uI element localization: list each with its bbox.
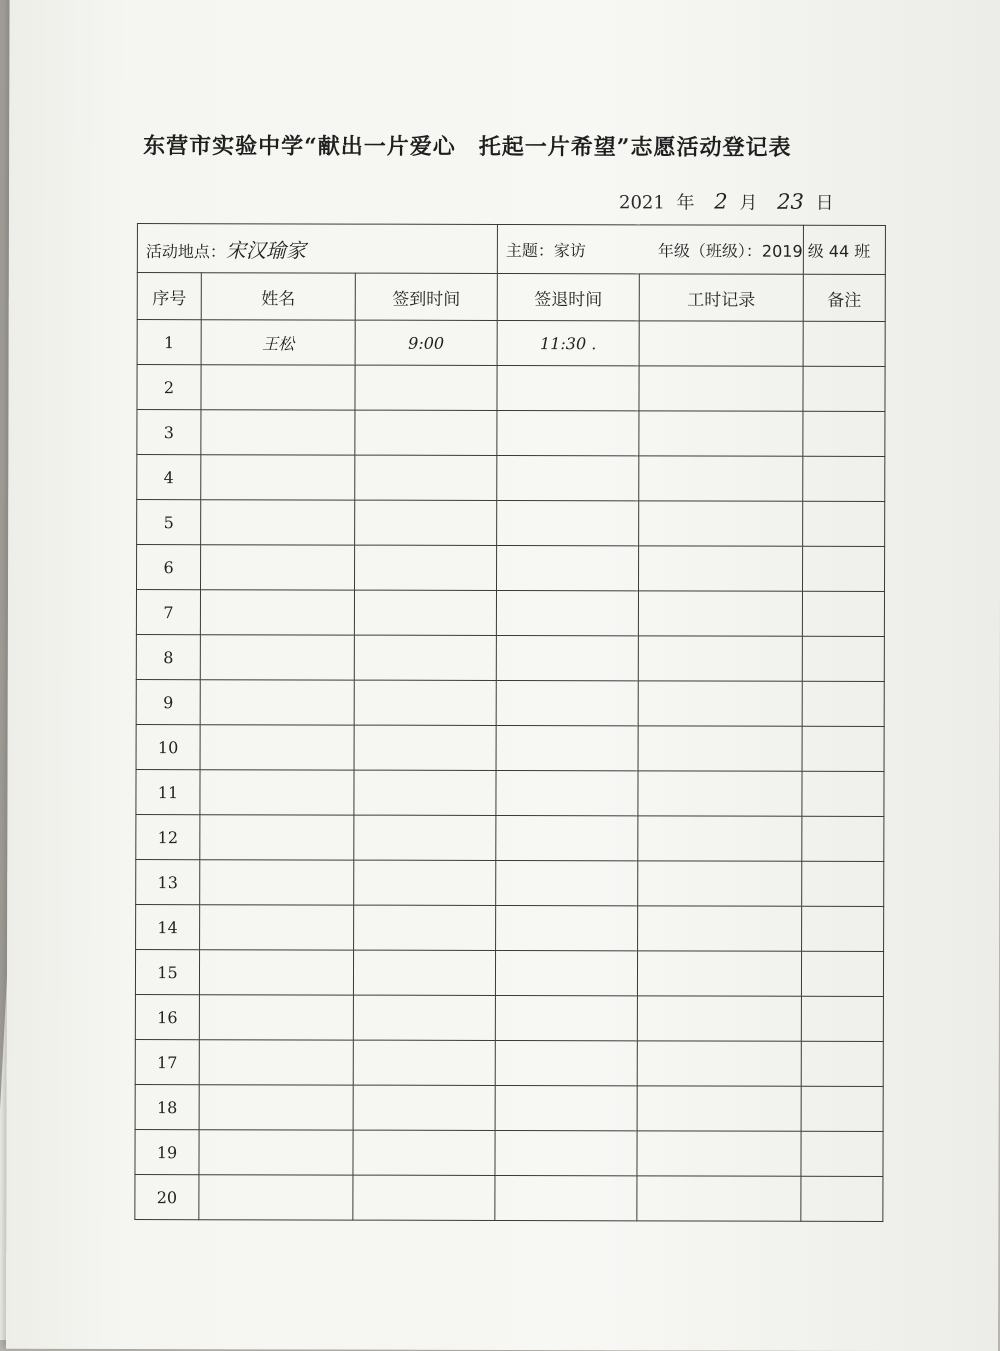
- row-hours[interactable]: [637, 1041, 801, 1086]
- row-hours[interactable]: [638, 636, 802, 681]
- row-name[interactable]: [200, 590, 354, 635]
- row-sign-out[interactable]: [497, 365, 639, 410]
- row-number: 17: [135, 1040, 199, 1085]
- row-sign-out[interactable]: [496, 770, 638, 815]
- row-name[interactable]: [199, 1040, 353, 1085]
- row-sign-in[interactable]: [354, 635, 496, 680]
- table-row: [135, 1130, 883, 1177]
- table-row: [135, 1085, 883, 1132]
- row-number: 20: [135, 1175, 199, 1220]
- date-day-unit: 日: [815, 192, 834, 214]
- row-note[interactable]: [802, 591, 884, 636]
- row-name[interactable]: [200, 860, 354, 905]
- row-name[interactable]: [201, 500, 355, 545]
- header-hours: 工时记录: [639, 274, 803, 321]
- row-name[interactable]: [201, 455, 355, 500]
- row-note[interactable]: [803, 456, 885, 501]
- row-note[interactable]: [803, 321, 885, 366]
- grade-cell: [657, 225, 885, 274]
- table-row: [135, 995, 883, 1042]
- location-label: 活动地点：: [145, 241, 226, 261]
- table-row: [136, 545, 884, 592]
- row-hours[interactable]: [639, 411, 803, 456]
- row-number: 11: [136, 770, 200, 815]
- table-row: [137, 410, 885, 457]
- row-number: 3: [137, 410, 201, 455]
- form-date: [619, 188, 834, 215]
- row-note[interactable]: [802, 681, 884, 726]
- row-number: 4: [137, 455, 201, 500]
- table-row: [135, 1040, 883, 1087]
- row-note[interactable]: [801, 996, 883, 1041]
- row-sign-in[interactable]: [354, 860, 496, 905]
- row-note[interactable]: [803, 546, 885, 591]
- row-number: 16: [135, 995, 199, 1040]
- row-number: 7: [136, 590, 200, 635]
- row-sign-out[interactable]: [497, 455, 639, 500]
- date-day: 23: [777, 189, 804, 214]
- date-year: 2021: [618, 192, 665, 214]
- row-sign-in[interactable]: [355, 455, 497, 500]
- table-row: [136, 680, 884, 727]
- row-name[interactable]: [199, 995, 353, 1040]
- row-number: 14: [136, 905, 200, 950]
- table-row: [135, 950, 883, 997]
- row-hours[interactable]: [638, 816, 802, 861]
- row-name[interactable]: [200, 635, 354, 680]
- table-row: [137, 365, 885, 412]
- row-sign-in[interactable]: [353, 1175, 495, 1220]
- row-name[interactable]: [201, 365, 355, 410]
- row-name[interactable]: [199, 1175, 353, 1220]
- row-sign-out[interactable]: [495, 1130, 637, 1175]
- registration-table: [134, 223, 886, 1222]
- row-sign-out[interactable]: [495, 1040, 637, 1085]
- row-note[interactable]: [803, 366, 885, 411]
- row-name[interactable]: [199, 1085, 353, 1130]
- row-sign-in[interactable]: [353, 950, 495, 995]
- row-sign-out[interactable]: [495, 1085, 637, 1130]
- row-note[interactable]: [802, 771, 884, 816]
- row-name[interactable]: [201, 410, 355, 455]
- table-row: [136, 635, 884, 682]
- row-note[interactable]: [801, 1176, 883, 1221]
- row-sign-in[interactable]: [353, 1085, 495, 1130]
- table-row: [136, 725, 884, 772]
- row-sign-out[interactable]: [495, 995, 637, 1040]
- row-hours[interactable]: [638, 771, 802, 816]
- row-hours[interactable]: [638, 906, 802, 951]
- header-sign-in: 签到时间: [355, 273, 497, 320]
- table-row: [137, 320, 885, 367]
- row-name[interactable]: [200, 905, 354, 950]
- row-sign-in[interactable]: 9:00: [355, 320, 497, 365]
- row-sign-out[interactable]: [497, 500, 639, 545]
- row-note[interactable]: [802, 906, 884, 951]
- row-name[interactable]: [200, 770, 354, 815]
- row-sign-out[interactable]: [497, 545, 639, 590]
- row-hours[interactable]: [639, 546, 803, 591]
- header-note: 备注: [803, 274, 885, 321]
- row-note[interactable]: [803, 411, 885, 456]
- row-sign-out[interactable]: [496, 815, 638, 860]
- row-name[interactable]: [199, 950, 353, 995]
- date-month: 2: [714, 189, 728, 214]
- row-hours[interactable]: [637, 996, 801, 1041]
- row-number: 10: [136, 725, 200, 770]
- table-row: [136, 815, 884, 862]
- row-number: 12: [136, 815, 200, 860]
- row-sign-in[interactable]: [353, 995, 495, 1040]
- row-hours[interactable]: [637, 951, 801, 996]
- row-sign-in[interactable]: [354, 905, 496, 950]
- row-name[interactable]: [200, 680, 354, 725]
- row-sign-in[interactable]: [354, 725, 496, 770]
- row-number: 9: [136, 680, 200, 725]
- header-sign-out: 签退时间: [497, 273, 639, 320]
- row-number: 19: [135, 1130, 199, 1175]
- header-number: 序号: [137, 273, 201, 320]
- row-number: 8: [136, 635, 200, 680]
- row-sign-out[interactable]: [496, 680, 638, 725]
- row-hours[interactable]: [637, 1176, 801, 1221]
- row-number: 5: [137, 500, 201, 545]
- row-sign-out[interactable]: [495, 1175, 637, 1220]
- date-month-unit: 月: [739, 192, 758, 214]
- row-hours[interactable]: [639, 366, 803, 411]
- table-row: [136, 590, 884, 637]
- row-sign-out[interactable]: [496, 635, 638, 680]
- row-sign-in[interactable]: [355, 500, 497, 545]
- row-sign-out[interactable]: [496, 905, 638, 950]
- row-note[interactable]: [803, 501, 885, 546]
- row-sign-in[interactable]: [354, 815, 496, 860]
- row-name[interactable]: [200, 815, 354, 860]
- row-sign-out[interactable]: [495, 950, 637, 995]
- row-hours[interactable]: [639, 501, 803, 546]
- row-sign-in[interactable]: [355, 410, 497, 455]
- row-hours[interactable]: [638, 726, 802, 771]
- row-name[interactable]: [200, 725, 354, 770]
- row-number: 13: [136, 860, 200, 905]
- row-note[interactable]: [802, 861, 884, 906]
- theme-cell: 主题：家访: [497, 224, 803, 274]
- row-note[interactable]: [802, 816, 884, 861]
- row-sign-out[interactable]: [496, 725, 638, 770]
- row-hours[interactable]: [637, 1086, 801, 1131]
- header-row: [137, 273, 885, 322]
- row-hours[interactable]: [637, 1131, 801, 1176]
- row-hours[interactable]: [639, 321, 803, 366]
- table-row: [137, 500, 885, 547]
- row-sign-in[interactable]: [353, 1040, 495, 1085]
- location-value: 宋汉瑜家: [225, 237, 306, 262]
- table-row: [137, 455, 885, 502]
- row-hours[interactable]: [638, 681, 802, 726]
- table-row: [136, 860, 884, 907]
- row-sign-in[interactable]: [354, 590, 496, 635]
- row-hours[interactable]: [638, 861, 802, 906]
- row-sign-in[interactable]: [355, 365, 497, 410]
- row-note[interactable]: [802, 726, 884, 771]
- row-note[interactable]: [801, 1086, 883, 1131]
- grade-text: 年级（班级）：2019 级 44 班: [657, 240, 871, 261]
- date-year-unit: 年: [676, 192, 695, 214]
- table-row: [135, 1175, 883, 1222]
- row-sign-in[interactable]: [354, 770, 496, 815]
- row-number: 18: [135, 1085, 199, 1130]
- row-hours[interactable]: [639, 456, 803, 501]
- row-sign-in[interactable]: [353, 1130, 495, 1175]
- location-cell: [137, 224, 497, 274]
- row-sign-out[interactable]: [496, 860, 638, 905]
- form-title: 东营市实验中学“献出一片爱心 托起一片希望”志愿活动登记表: [143, 133, 792, 161]
- header-name: 姓名: [201, 273, 355, 320]
- row-note[interactable]: [801, 951, 883, 996]
- row-name[interactable]: [200, 545, 354, 590]
- row-sign-out[interactable]: 11:30 .: [497, 320, 639, 365]
- row-note[interactable]: [802, 636, 884, 681]
- row-name[interactable]: 王松: [201, 320, 355, 365]
- table-row: [136, 770, 884, 817]
- row-note[interactable]: [801, 1041, 883, 1086]
- row-sign-out[interactable]: [497, 410, 639, 455]
- row-number: 6: [136, 545, 200, 590]
- registration-form: [134, 223, 887, 1237]
- row-name[interactable]: [199, 1130, 353, 1175]
- row-number: 15: [135, 950, 199, 995]
- row-sign-out[interactable]: [496, 590, 638, 635]
- row-hours[interactable]: [638, 591, 802, 636]
- info-row: [137, 224, 885, 275]
- row-number: 1: [137, 320, 201, 365]
- table-row: [136, 905, 884, 952]
- row-sign-in[interactable]: [354, 680, 496, 725]
- row-number: 2: [137, 365, 201, 410]
- row-note[interactable]: [801, 1131, 883, 1176]
- paper-sheet: [6, 0, 1000, 1351]
- row-sign-in[interactable]: [354, 545, 496, 590]
